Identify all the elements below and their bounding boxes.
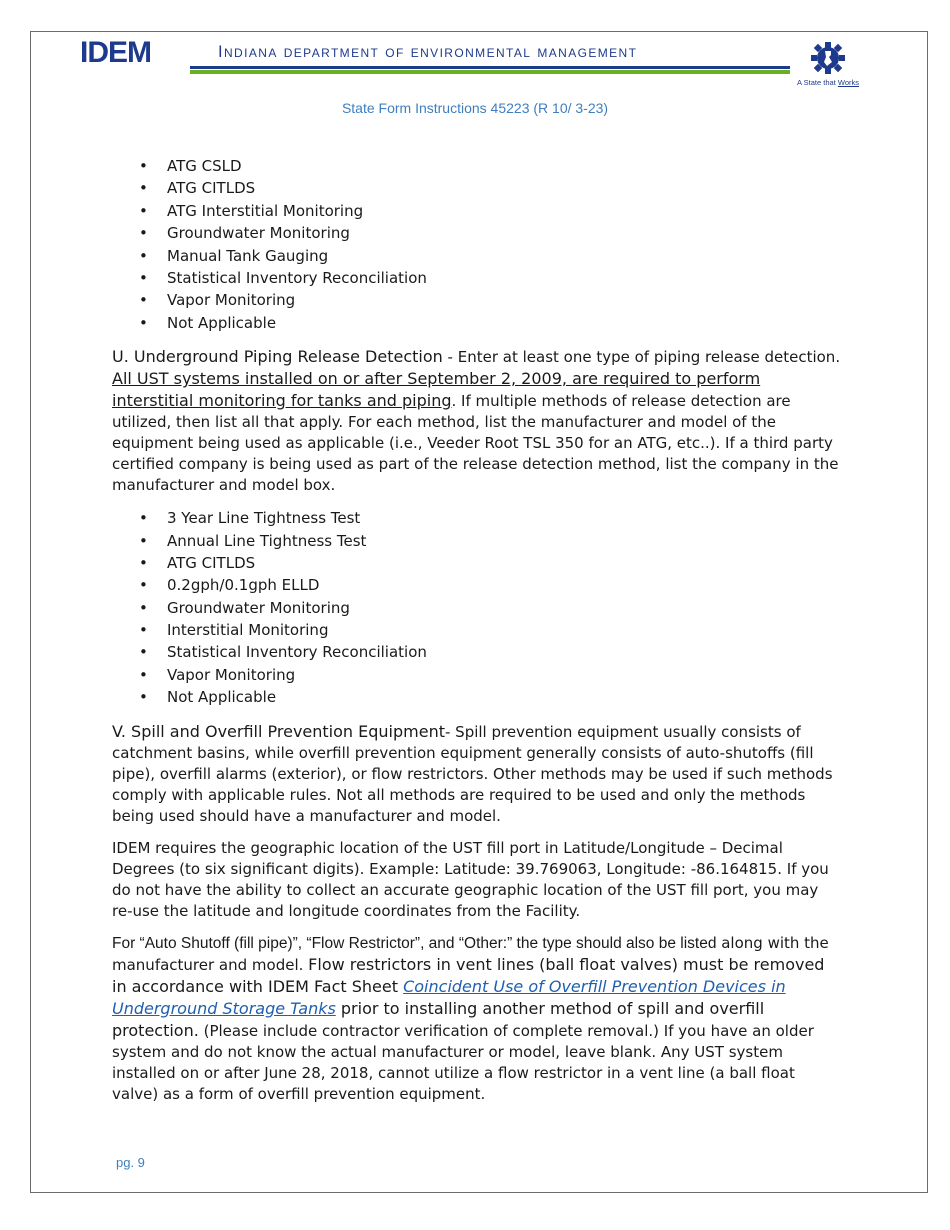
piping-methods-list <box>112 507 842 709</box>
list-item: • ATG CITLDS <box>112 552 842 574</box>
page-content <box>112 155 842 1116</box>
header-rule-green <box>190 70 790 74</box>
tank-methods-list <box>112 155 842 334</box>
list-item: • ATG CITLDS <box>112 177 842 199</box>
list-item: • 3 Year Line Tightness Test <box>112 507 842 529</box>
section-v-paragraph: V. Spill and Overfill Prevention Equipment- Spill prevention equipment usually consists of catchment basins, while overfill prevention equipment generally consists of auto-shutoffs (fill pipe), overfill alarms (exterior), or flow restrictors. Other methods may be used if such methods comply with applicable rules. Not all methods are required to be used and only the methods being used should have a manufacturer and model. <box>112 721 833 825</box>
form-code: State Form Instructions 45223 (R 10/ 3-23) <box>341 100 609 116</box>
list-item: • ATG Interstitial Monitoring <box>112 200 842 222</box>
page-number: pg. 9 <box>116 1155 145 1170</box>
section-u-heading: U. Underground Piping Release Detection <box>112 347 443 367</box>
overfill-paragraph: For “Auto Shutoff (fill pipe)”, “Flow Restrictor”, and “Other:” the type should also be listed along with the manufacturer and model. Flow restrictors in vent lines (ball float valves) must be removed in accordance with IDEM Fact Sheet Coincident Use of Overfill Prevention Devices in Underground Storage Tanks prior to installing another method of spill and overfill protection. (Please include contractor verification of complete removal.) If you have an older system and do not know the actual manufacturer or model, leave blank. Any UST system installed on or after June 28, 2018, cannot utilize a flow restrictor in a vent line (a ball float valve) as a form of overfill prevention equipment. <box>112 933 829 1103</box>
list-item: • ATG CSLD <box>112 155 842 177</box>
list-item: • Interstitial Monitoring <box>112 619 842 641</box>
list-item: • Statistical Inventory Reconciliation <box>112 267 842 289</box>
section-v-heading: V. Spill and Overfill Prevention Equipment <box>112 721 445 741</box>
list-item: • Vapor Monitoring <box>112 289 842 311</box>
list-item: • Groundwater Monitoring <box>112 222 842 244</box>
list-item: • Manual Tank Gauging <box>112 245 842 267</box>
gear-icon <box>808 40 848 76</box>
list-item: • Groundwater Monitoring <box>112 597 842 619</box>
list-item: • 0.2gph/0.1gph ELLD <box>112 574 842 596</box>
list-item: • Not Applicable <box>112 312 842 334</box>
list-item: • Annual Line Tightness Test <box>112 530 842 552</box>
section-u-paragraph: U. Underground Piping Release Detection - Enter at least one type of piping release detection. All UST systems installed on or after September 2, 2009, are required to perform interstitial monitoring for tanks and piping. If multiple methods of release detection are utilized, then list all that apply. For each method, list the manufacturer and model of the equipment being used as applicable (i.e., Veeder Root TSL 350 for an ATG, etc..). If a third party certified company is being used as part of the release detection method, list the company in the manufacturer and model box. <box>112 347 841 495</box>
section-u-requirement: All UST systems installed on or after September 2, 2009, are required to perform interstitial monitoring for tanks and piping <box>112 369 761 411</box>
state-logo <box>794 40 862 90</box>
state-tagline: A State that Works <box>797 78 859 87</box>
location-paragraph: IDEM requires the geographic location of the UST fill port in Latitude/Longitude – Decimal Degrees (to six significant digits). Example: Latitude: 39.769063, Longitude: -86.164815. If you do not have the ability to collect an accurate geographic location of the UST fill port, you may re-use the latitude and longitude coordinates from the Facility. <box>112 838 829 920</box>
list-item: • Statistical Inventory Reconciliation <box>112 641 842 663</box>
header-rule-blue <box>190 66 790 69</box>
list-item: • Vapor Monitoring <box>112 664 842 686</box>
fact-sheet-link[interactable]: Coincident Use of Overfill Prevention Devices in Underground Storage Tanks <box>112 976 786 1018</box>
list-item: • Not Applicable <box>112 686 842 708</box>
agency-name: Indiana department of environmental management <box>218 43 638 61</box>
idem-logo: IDEM <box>80 36 151 69</box>
